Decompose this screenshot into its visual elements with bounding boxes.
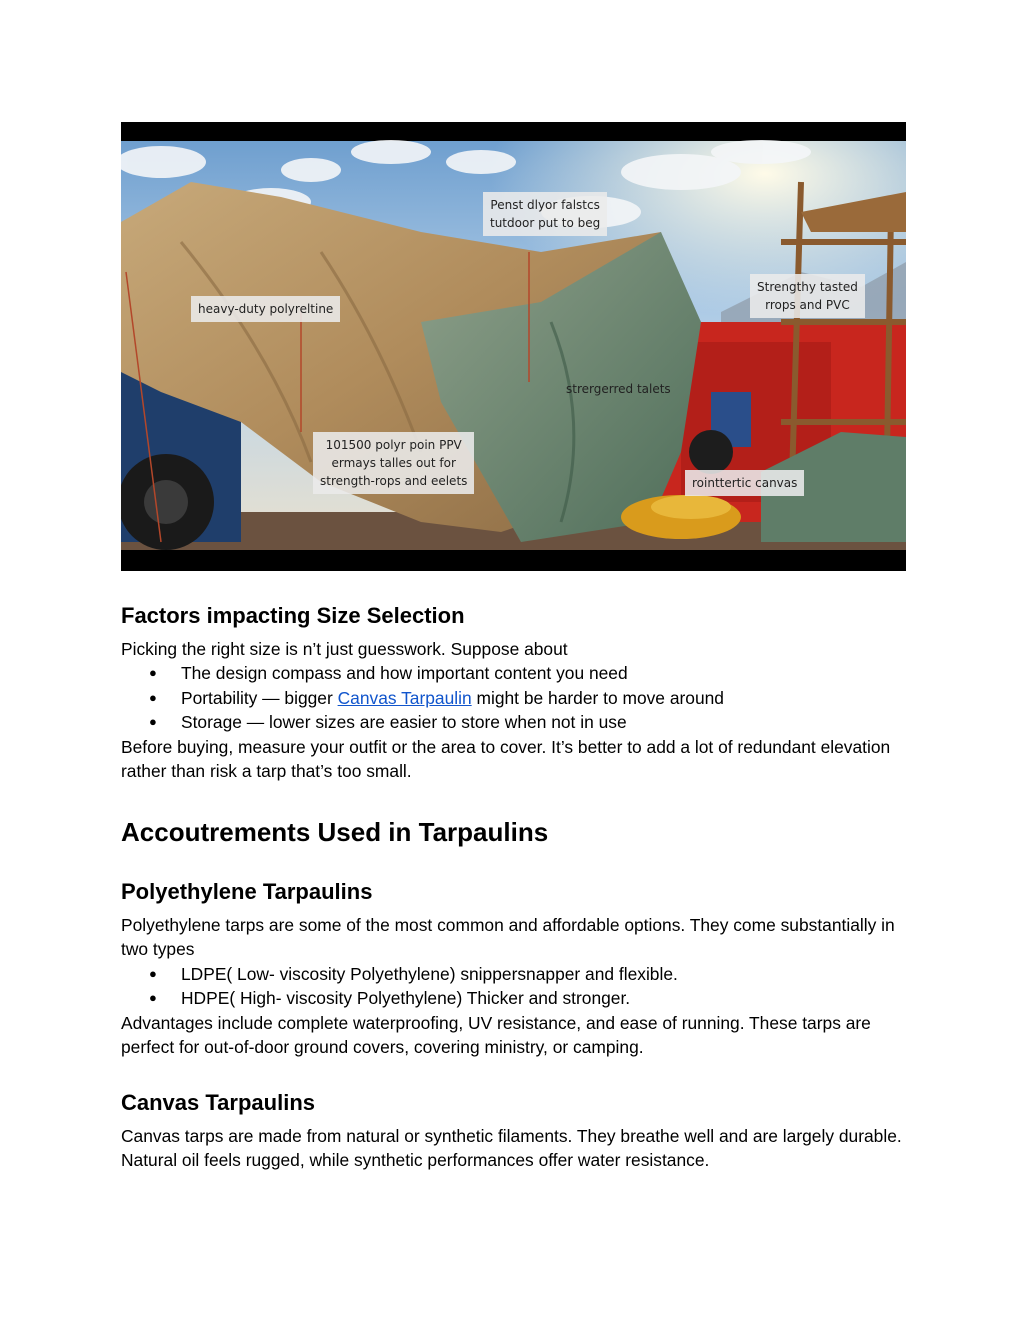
size-outro: Before buying, measure your outfit or the area to cover. It’s better to add a lot of redundant elevation rather than risk a tarp that’s too small. — [121, 736, 891, 782]
canvas-heading: Canvas Tarpaulins — [121, 1090, 315, 1115]
list-item: ● LDPE( Low- viscosity Polyethylene) snippersnapper and flexible. — [121, 962, 906, 986]
size-list — [121, 661, 906, 734]
list-item: ● The design compass and how important content you need — [121, 661, 906, 685]
polyethylene-section — [121, 878, 906, 1059]
callout-canvas: rointtertic canvas — [685, 470, 804, 496]
list-item: ● Storage — lower sizes are easier to store when not in use — [121, 710, 906, 734]
size-section — [121, 602, 906, 783]
polyethylene-intro: Polyethylene tarps are some of the most common and affordable options. They come substantially in two types — [121, 915, 895, 960]
size-heading: Factors impacting Size Selection — [121, 603, 465, 628]
polyethylene-list — [121, 962, 906, 1011]
list-item: ● HDPE( High- viscosity Polyethylene) Thicker and stronger. — [121, 986, 906, 1010]
materials-heading: Accoutrements Used in Tarpaulins — [121, 817, 549, 847]
callout-ppv: 101500 polyr poin PPV ermays talles out for strength-rops and eelets — [313, 432, 474, 494]
callout-outdoor: Penst dlyor falstcs tutdoor put to beg — [483, 192, 607, 236]
canvas-tarpaulin-link[interactable]: Canvas Tarpaulin — [337, 687, 472, 708]
polyethylene-outro: Advantages include complete waterproofing, UV resistance, and ease of running. These tarps are perfect for out-of-door ground covers, covering ministry, or camping. — [121, 1012, 871, 1058]
tarpaulin-illustration — [121, 122, 906, 571]
callout-reinforced: strergerred talets — [566, 382, 671, 396]
tarpaulin-scene-image — [121, 122, 906, 571]
size-intro: Picking the right size is n’t just guesswork. Suppose about — [121, 639, 568, 659]
materials-section — [121, 816, 906, 848]
canvas-body: Canvas tarps are made from natural or synthetic filaments. They breathe well and are largely durable. Natural oil feels rugged, while synthetic performances offer water resistance. — [121, 1126, 902, 1171]
callout-ropes-pvc: Strengthy tasted rrops and PVC — [750, 274, 865, 318]
list-item: ● Portability — bigger Canvas Tarpaulin might be harder to move around — [121, 686, 906, 710]
polyethylene-heading: Polyethylene Tarpaulins — [121, 879, 373, 904]
canvas-section — [121, 1089, 906, 1173]
callout-polyethylene: heavy-duty polyreltine — [191, 296, 340, 322]
